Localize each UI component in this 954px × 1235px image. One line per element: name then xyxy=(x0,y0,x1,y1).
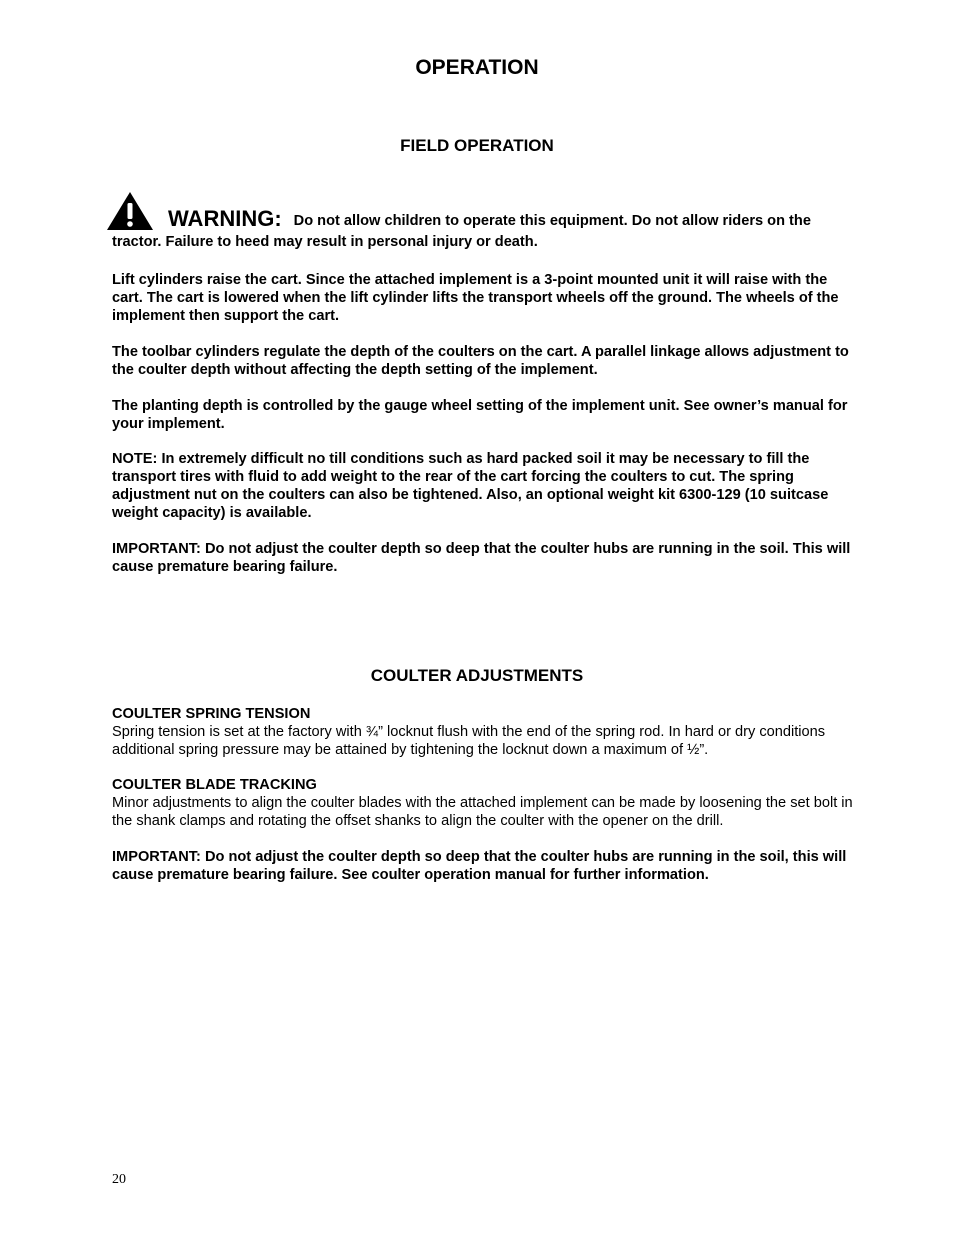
warning-text-line1: Do not allow children to operate this equipment. Do not allow riders on the xyxy=(293,213,811,229)
paragraph-lift-cylinders: Lift cylinders raise the cart. Since the attached implement is a 3-point mounted unit it will raise with the cart. The cart is lowered when the lift cylinder lifts the transport wheels off the ground. The wheels of the implement then support the cart. xyxy=(112,272,839,324)
spring-tension-heading: COULTER SPRING TENSION xyxy=(112,706,311,722)
paragraph-planting-depth: The planting depth is controlled by the gauge wheel setting of the implement unit. See owner’s manual for your implement. xyxy=(112,398,848,432)
spring-tension-section xyxy=(112,705,856,759)
field-operation-heading: FIELD OPERATION xyxy=(400,136,554,155)
paragraph-important-1: IMPORTANT: Do not adjust the coulter depth so deep that the coulter hubs are running in the soil. This will cause premature bearing failure. xyxy=(112,541,851,575)
paragraph-toolbar-cylinders: The toolbar cylinders regulate the depth of the coulters on the cart. A parallel linkage allows adjustment to the coulter depth without affecting the depth setting of the implement. xyxy=(112,344,849,378)
warning-block xyxy=(106,190,856,251)
page-title: OPERATION xyxy=(415,56,539,79)
paragraph-important-2: IMPORTANT: Do not adjust the coulter depth so deep that the coulter hubs are running in the soil, this will cause premature bearing failure. See coulter operation manual for further information. xyxy=(112,849,847,883)
warning-label: WARNING: xyxy=(168,206,282,231)
paragraph-note: NOTE: In extremely difficult no till conditions such as hard packed soil it may be necessary to fill the transport tires with fluid to add weight to the rear of the cart forcing the coulters to cut. The spring adjustment nut on the coulters can also be tightened. Also, an optional weight kit 6300-129 (10 suitcase weight capacity) is available. xyxy=(112,451,829,521)
warning-text-line2: tractor. Failure to heed may result in personal injury or death. xyxy=(112,234,538,250)
blade-tracking-text: Minor adjustments to align the coulter blades with the attached implement can be made by loosening the set bolt in the shank clamps and rotating the offset shanks to align the coulter with the opener on the drill. xyxy=(112,795,853,829)
coulter-adjustments-heading: COULTER ADJUSTMENTS xyxy=(370,666,584,685)
warning-triangle-icon xyxy=(106,190,154,232)
page-number: 20 xyxy=(112,1172,126,1187)
blade-tracking-section xyxy=(112,776,856,830)
blade-tracking-heading: COULTER BLADE TRACKING xyxy=(112,777,317,793)
spring-tension-text: Spring tension is set at the factory with ¾” locknut flush with the end of the spring rod. In hard or dry conditions additional spring pressure may be attained by tightening the locknut down a maximum of ½”. xyxy=(112,724,826,758)
